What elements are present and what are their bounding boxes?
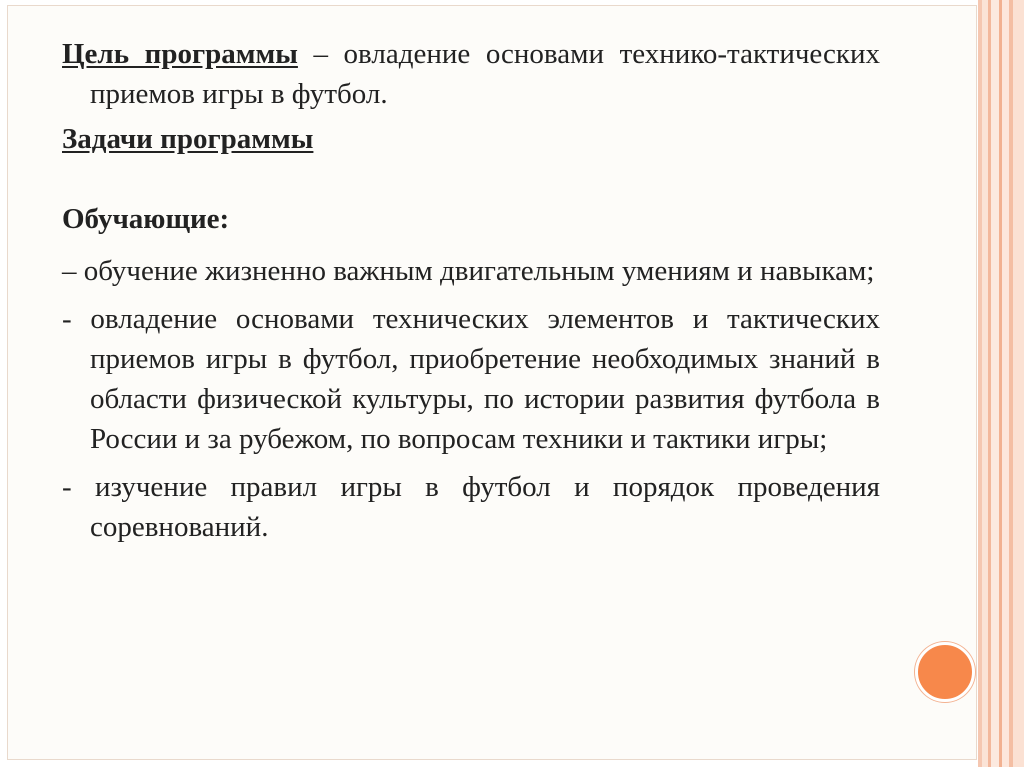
list-item: - овладение основами технических элементов и тактических приемов игры в футбол, приобретение необходимых знаний в области физической культуры, по истории развития футбола в России и за рубежом, по вопросам техники и тактики игры; (62, 303, 880, 455)
stripe (991, 0, 999, 767)
decorative-circle (915, 642, 975, 702)
goal-label: Цель программы (62, 38, 298, 70)
decorative-stripes (978, 0, 1024, 767)
list-item: - изучение правил игры в футбол и порядок проведения соревнований. (62, 471, 880, 543)
tasks-heading: Задачи программы (62, 123, 314, 155)
goal-paragraph (62, 34, 880, 114)
goal-text: – овладение основами технико-тактических приемов игры в футбол. (90, 38, 880, 110)
teaching-heading: Обучающие: (62, 203, 230, 235)
slide-content (62, 34, 880, 547)
tasks-heading-paragraph (62, 119, 880, 159)
list-item: – обучение жизненно важным двигательным умениям и навыкам; (62, 255, 875, 287)
stripe (1013, 0, 1024, 767)
stripe (1002, 0, 1009, 767)
